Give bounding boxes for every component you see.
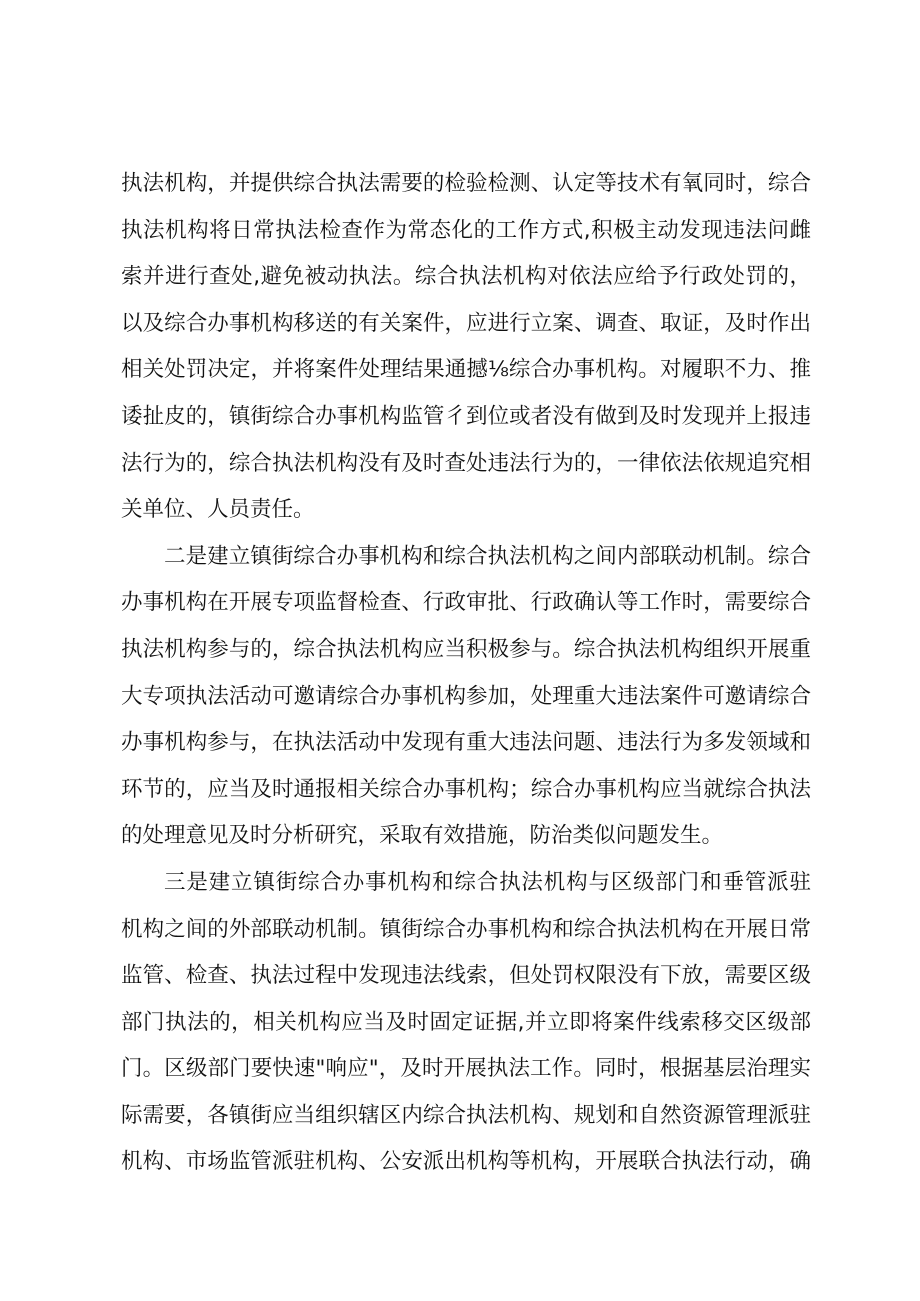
text-line: 际需要，各镇街应当组织辖区内综合执法机构、规划和自然资源管理派驻 [121, 1102, 811, 1128]
text-line: 执法机构，并提供综合执法需要的检验检测、认定等技术有氧同时，综合 [121, 171, 811, 196]
text-line: 门。区级部门要快速"响应"，及时开展执法工作。同时，根据基层治理实 [121, 1056, 811, 1082]
text-line: 二是建立镇街综合办事机构和综合执法机构之间内部联动机制。综合 [164, 543, 811, 569]
text-line: 部门执法的，相关机构应当及时固定证据,并立即将案件线索移交区级部 [121, 1009, 811, 1035]
text-line: 索并进行查处,避免被动执法。综合执法机构对依法应给予行政处罚的， [121, 264, 811, 290]
text-line: 大专项执法活动可邀请综合办事机构参加，处理重大违法案件可邀请综合 [121, 683, 811, 709]
text-line: 办事机构参与，在执法活动中发现有重大违法问题、违法行为多发领域和 [121, 730, 811, 756]
text-line: 环节的，应当及时通报相关综合办事机构；综合办事机构应当就综合执法 [121, 776, 811, 802]
text-line: 关单位、人员责任。 [121, 497, 315, 523]
text-line: 执法机构参与的，综合执法机构应当积极参与。综合执法机构组织开展重 [121, 636, 811, 662]
text-line: 诿扯皮的，镇街综合办事机构监管彳到位或者没有做到及时发现并上报违 [121, 403, 811, 429]
text-line: 机构、市场监管派驻机构、公安派出机构等机构，开展联合执法行动，确 [121, 1149, 811, 1175]
paragraph-3 [121, 860, 811, 1186]
text-line: 执法机构将日常执法检查作为常态化的工作方式,积极主动发现违法问雌 [121, 217, 811, 243]
paragraph-1 [121, 161, 811, 534]
text-line: 三是建立镇街综合办事机构和综合执法机构与区级部门和垂管派驻 [164, 869, 811, 895]
text-line: 监管、检查、执法过程中发现违法线索，但处罚权限没有下放，需要区级 [121, 963, 811, 989]
text-line: 办事机构在开展专项监督检查、行政审批、行政确认等工作时，需要综合 [121, 590, 811, 616]
paragraph-2 [121, 534, 811, 860]
body-text [121, 161, 811, 1186]
text-line: 的处理意见及时分析研究，采取有效措施，防治类似问题发生。 [121, 823, 724, 849]
text-line: 法行为的，综合执法机构没有及时查处违法行为的，一律依法依规追究相 [121, 450, 811, 476]
text-line: 以及综合办事机构移送的有关案件，应进行立案、调查、取证，及时作出 [121, 310, 811, 336]
text-line: 相关处罚决定，并将案件处理结果通撼⅛综合办事机构。对履职不力、推 [121, 357, 811, 383]
text-line: 机构之间的外部联动机制。镇街综合办事机构和综合执法机构在开展日常 [121, 916, 811, 942]
